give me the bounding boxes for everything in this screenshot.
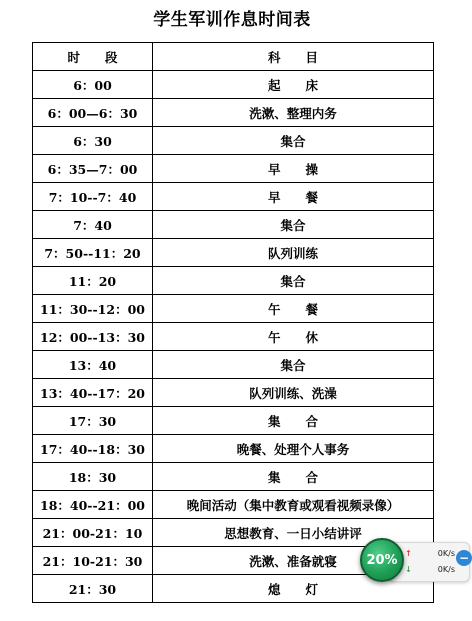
row-time: 7：40 [33,211,153,239]
row-time: 21：00-21：10 [33,519,153,547]
row-time: 18：40--21：00 [33,491,153,519]
table-row [33,239,434,267]
row-subject: 午 餐 [153,295,434,323]
table-row [33,491,434,519]
schedule-body [33,71,434,603]
row-time: 17：30 [33,407,153,435]
row-subject: 思想教育、一日小结讲评 [153,519,434,547]
row-time: 6：00—6：30 [33,99,153,127]
table-row [33,463,434,491]
row-subject: 队列训练、洗澡 [153,379,434,407]
network-speed-widget[interactable] [360,536,470,586]
row-time: 11：20 [33,267,153,295]
row-subject: 早 餐 [153,183,434,211]
row-subject: 集 合 [153,407,434,435]
row-time: 7：10--7：40 [33,183,153,211]
row-subject: 起 床 [153,71,434,99]
row-subject: 集 合 [153,463,434,491]
row-time: 12：00--13：30 [33,323,153,351]
row-time: 6：00 [33,71,153,99]
row-time: 18：30 [33,463,153,491]
row-time: 11：30--12：00 [33,295,153,323]
row-subject: 洗漱、整理内务 [153,99,434,127]
row-time: 6：35—7：00 [33,155,153,183]
row-subject: 午 休 [153,323,434,351]
table-row [33,323,434,351]
row-subject: 晚间活动（集中教育或观看视频录像） [153,491,434,519]
table-row [33,435,434,463]
row-subject: 集合 [153,267,434,295]
row-time: 17：40--18：30 [33,435,153,463]
table-row [33,267,434,295]
row-time: 13：40 [33,351,153,379]
header-time: 时 段 [33,43,153,71]
table-row [33,127,434,155]
row-time: 6：30 [33,127,153,155]
row-subject: 洗漱、准备就寝 [153,547,434,575]
table-row [33,99,434,127]
table-row [33,71,434,99]
table-row [33,155,434,183]
page-title: 学生军训作息时间表 [153,10,311,30]
table-row [33,407,434,435]
row-subject: 集合 [153,351,434,379]
download-speed-value: 0K/s [437,565,455,574]
table-row [33,351,434,379]
minus-icon[interactable]: − [456,550,472,566]
table-row [33,295,434,323]
row-subject: 熄 灯 [153,575,434,603]
table-row [33,183,434,211]
row-subject: 晚餐、处理个人事务 [153,435,434,463]
header-subject: 科 目 [153,43,434,71]
table-header-row [33,43,434,71]
schedule-table [32,42,434,603]
row-subject: 集合 [153,127,434,155]
arrow-down-icon: ↓ [405,565,412,574]
upload-speed-value: 0K/s [437,549,455,558]
memory-usage-ball[interactable]: 20% [360,538,404,582]
row-subject: 队列训练 [153,239,434,267]
row-time: 7：50--11：20 [33,239,153,267]
row-subject: 集合 [153,211,434,239]
table-row [33,379,434,407]
row-subject: 早 操 [153,155,434,183]
arrow-up-icon: ↑ [405,549,412,558]
row-time: 21：30 [33,575,153,603]
row-time: 13：40--17：20 [33,379,153,407]
table-row [33,211,434,239]
row-time: 21：10-21：30 [33,547,153,575]
